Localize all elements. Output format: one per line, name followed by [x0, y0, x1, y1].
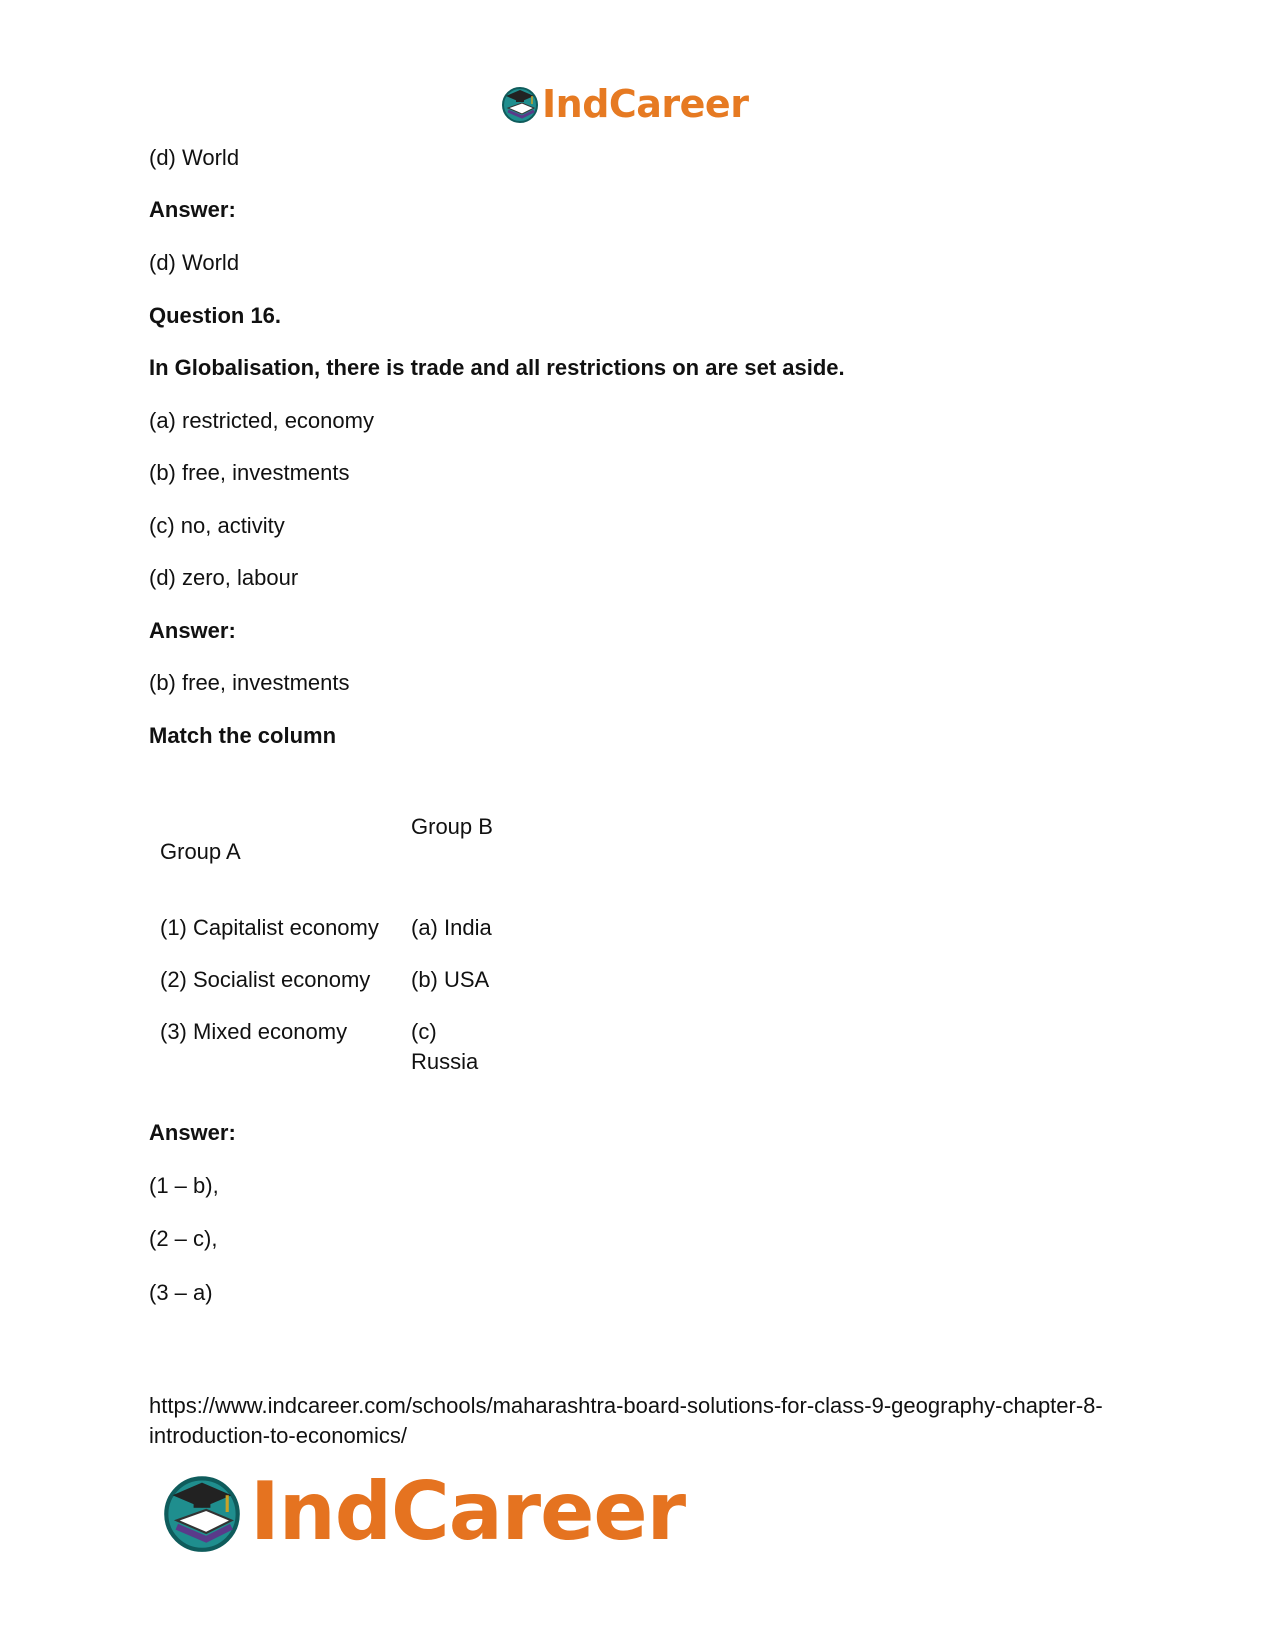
table-row-3-group-b: (c) Russia — [411, 1019, 479, 1074]
question-16-text: In Globalisation, there is trade and all restrictions on are set aside. — [149, 355, 845, 380]
prev-answer-label: Answer: — [149, 197, 236, 222]
q16-option-d: (d) zero, labour — [149, 565, 299, 590]
match-answer-2: (2 – c), — [149, 1226, 218, 1251]
match-heading: Match the column — [149, 723, 337, 748]
graduation-globe-icon — [500, 84, 540, 124]
question-16-label: Question 16. — [149, 303, 282, 328]
match-answer-3: (3 – a) — [149, 1280, 213, 1305]
q16-answer-label: Answer: — [149, 618, 236, 643]
table-row-3-group-a: (3) Mixed economy — [160, 1019, 348, 1044]
footer-logo-text: IndCareer — [250, 1465, 686, 1558]
header-logo-text: IndCareer — [542, 82, 749, 126]
footer-logo — [160, 1466, 685, 1558]
footer-url-link[interactable]: https://www.indcareer.com/schools/maharashtra-board-solutions-for-class-9-geography-chapter-8-introduction-to-economics/ — [149, 1393, 1103, 1448]
table-row-1-group-b: (a) India — [411, 915, 492, 940]
graduation-globe-icon — [160, 1470, 244, 1554]
match-answer-1: (1 – b), — [149, 1173, 219, 1198]
match-answer-label: Answer: — [149, 1120, 236, 1145]
q16-option-c: (c) no, activity — [149, 513, 285, 538]
table-row-2-group-a: (2) Socialist economy — [160, 967, 371, 992]
q16-answer-value: (b) free, investments — [149, 670, 350, 695]
table-row-1-group-a: (1) Capitalist economy — [160, 915, 379, 940]
prev-option-d: (d) World — [149, 145, 240, 170]
header-logo — [500, 80, 748, 128]
prev-answer-value: (d) World — [149, 250, 240, 275]
q16-option-a: (a) restricted, economy — [149, 408, 374, 433]
table-row-2-group-b: (b) USA — [411, 967, 490, 992]
group-a-header: Group A — [160, 839, 241, 864]
q16-option-b: (b) free, investments — [149, 460, 350, 485]
group-b-header: Group B — [411, 814, 493, 839]
